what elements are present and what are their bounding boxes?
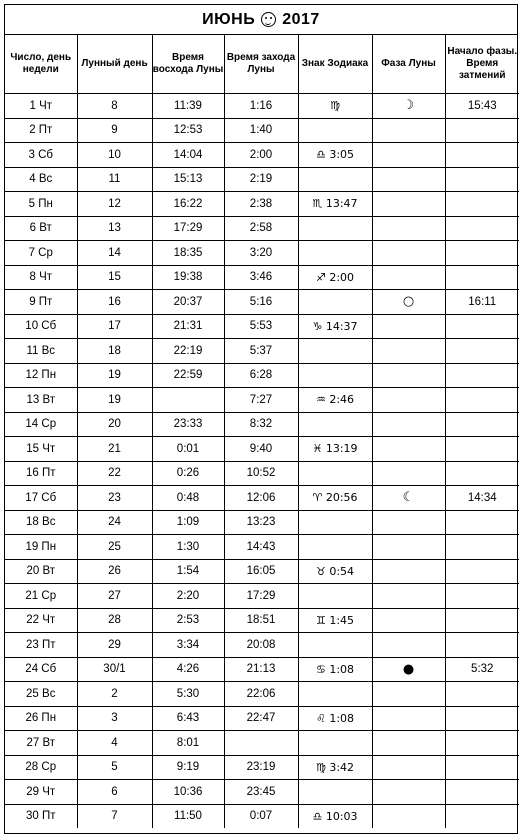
moonset-cell: 16:05 <box>224 559 298 584</box>
moonrise-cell: 1:09 <box>152 510 224 535</box>
date-cell: 13 Вт <box>5 388 77 413</box>
zodiac-cell <box>298 412 372 437</box>
table-row <box>5 780 519 805</box>
moonrise-cell: 14:04 <box>152 143 224 168</box>
zodiac-cell <box>298 241 372 266</box>
moonset-cell: 2:58 <box>224 216 298 241</box>
header-moonset: Время захода Луны <box>224 35 298 94</box>
table-row <box>5 363 519 388</box>
lunar-day-cell: 22 <box>77 461 152 486</box>
zodiac-time: 13:19 <box>325 442 358 456</box>
date-cell: 21 Ср <box>5 584 77 609</box>
moonrise-cell: 2:53 <box>152 608 224 633</box>
zodiac-time: 1:08 <box>329 711 355 725</box>
libra-icon: ♎ <box>312 809 323 823</box>
table-row <box>5 559 519 584</box>
moonset-cell: 23:19 <box>224 755 298 780</box>
moonrise-cell: 1:54 <box>152 559 224 584</box>
lunar-day-cell: 5 <box>77 755 152 780</box>
table-row <box>5 657 519 682</box>
lunar-day-cell: 2 <box>77 682 152 707</box>
lunar-day-cell: 17 <box>77 314 152 339</box>
lunar-table <box>5 35 519 828</box>
zodiac-cell <box>298 755 372 780</box>
lunar-day-cell: 16 <box>77 290 152 315</box>
table-header-row <box>5 35 519 94</box>
moonset-cell: 17:29 <box>224 584 298 609</box>
phase-cell <box>372 265 445 290</box>
zodiac-cell <box>298 584 372 609</box>
date-cell: 15 Чт <box>5 437 77 462</box>
moonrise-cell: 18:35 <box>152 241 224 266</box>
zodiac-cell <box>298 608 372 633</box>
table-row <box>5 314 519 339</box>
zodiac-cell <box>298 682 372 707</box>
moonset-cell: 5:37 <box>224 339 298 364</box>
lunar-day-cell: 13 <box>77 216 152 241</box>
zodiac-time: 10:03 <box>325 809 358 823</box>
header-lunar-day: Лунный день <box>77 35 152 94</box>
phase-time-cell <box>445 731 519 756</box>
phase-cell <box>372 118 445 143</box>
new-moon-icon: ● <box>402 661 415 677</box>
date-cell: 28 Ср <box>5 755 77 780</box>
moonset-cell: 8:32 <box>224 412 298 437</box>
moonrise-cell <box>152 388 224 413</box>
lunar-day-cell: 19 <box>77 388 152 413</box>
phase-time-cell <box>445 535 519 560</box>
moonrise-cell: 12:53 <box>152 118 224 143</box>
phase-cell <box>372 216 445 241</box>
phase-time-cell <box>445 706 519 731</box>
zodiac-time: 20:56 <box>325 491 358 505</box>
lunar-day-cell: 8 <box>77 94 152 119</box>
moonset-cell: 23:45 <box>224 780 298 805</box>
date-cell: 19 Пн <box>5 535 77 560</box>
moonset-cell: 9:40 <box>224 437 298 462</box>
taurus-icon: ♉ <box>315 564 326 578</box>
zodiac-cell <box>298 314 372 339</box>
moonset-cell: 14:43 <box>224 535 298 560</box>
lunar-day-cell: 18 <box>77 339 152 364</box>
page-title <box>5 5 517 35</box>
lunar-day-cell: 11 <box>77 167 152 192</box>
table-row <box>5 192 519 217</box>
phase-time-cell <box>445 682 519 707</box>
table-row <box>5 265 519 290</box>
table-row <box>5 339 519 364</box>
date-cell: 24 Сб <box>5 657 77 682</box>
phase-cell <box>372 192 445 217</box>
zodiac-cell <box>298 657 372 682</box>
moonrise-cell: 8:01 <box>152 731 224 756</box>
date-cell: 8 Чт <box>5 265 77 290</box>
lunar-day-cell: 14 <box>77 241 152 266</box>
date-cell: 5 Пн <box>5 192 77 217</box>
table-row <box>5 437 519 462</box>
date-cell: 9 Пт <box>5 290 77 315</box>
lunar-day-cell: 12 <box>77 192 152 217</box>
moonset-cell: 2:38 <box>224 192 298 217</box>
moonrise-cell: 0:01 <box>152 437 224 462</box>
last-quarter-icon: ☾ <box>402 490 415 506</box>
moonset-cell: 0:07 <box>224 804 298 828</box>
phase-cell <box>372 559 445 584</box>
lunar-day-cell: 6 <box>77 780 152 805</box>
phase-time-cell <box>445 412 519 437</box>
phase-cell <box>372 657 445 682</box>
date-cell: 30 Пт <box>5 804 77 828</box>
table-row <box>5 241 519 266</box>
date-cell: 14 Ср <box>5 412 77 437</box>
phase-cell <box>372 290 445 315</box>
lunar-day-cell: 19 <box>77 363 152 388</box>
moonrise-cell: 2:20 <box>152 584 224 609</box>
table-row <box>5 388 519 413</box>
zodiac-cell <box>298 216 372 241</box>
date-cell: 27 Вт <box>5 731 77 756</box>
header-phase: Фаза Луны <box>372 35 445 94</box>
pisces-icon: ♓ <box>312 442 323 456</box>
table-row <box>5 118 519 143</box>
zodiac-time: 1:45 <box>329 613 355 627</box>
moonrise-cell: 15:13 <box>152 167 224 192</box>
moonrise-cell: 23:33 <box>152 412 224 437</box>
date-cell: 26 Пн <box>5 706 77 731</box>
phase-cell <box>372 94 445 119</box>
phase-time-cell <box>445 584 519 609</box>
table-row <box>5 412 519 437</box>
date-cell: 29 Чт <box>5 780 77 805</box>
lunar-day-cell: 25 <box>77 535 152 560</box>
phase-cell <box>372 339 445 364</box>
phase-time-cell <box>445 363 519 388</box>
phase-cell <box>372 412 445 437</box>
aries-icon: ♈ <box>312 491 323 505</box>
table-row <box>5 755 519 780</box>
phase-cell <box>372 143 445 168</box>
phase-time-cell <box>445 118 519 143</box>
moonrise-cell: 3:34 <box>152 633 224 658</box>
moonset-cell: 21:13 <box>224 657 298 682</box>
zodiac-time: 13:47 <box>325 197 358 211</box>
phase-time-cell <box>445 633 519 658</box>
phase-cell <box>372 584 445 609</box>
date-cell: 7 Ср <box>5 241 77 266</box>
moonset-cell: 20:08 <box>224 633 298 658</box>
virgo-icon: ♍ <box>315 760 326 774</box>
table-row <box>5 584 519 609</box>
moonset-cell: 22:47 <box>224 706 298 731</box>
date-cell: 6 Вт <box>5 216 77 241</box>
zodiac-cell <box>298 633 372 658</box>
zodiac-cell <box>298 290 372 315</box>
phase-cell <box>372 608 445 633</box>
phase-cell <box>372 241 445 266</box>
table-row <box>5 682 519 707</box>
zodiac-time: 1:08 <box>329 662 355 676</box>
phase-time-cell <box>445 216 519 241</box>
moon-face-icon <box>261 12 276 27</box>
moonrise-cell: 19:38 <box>152 265 224 290</box>
table-row <box>5 143 519 168</box>
moonset-cell <box>224 731 298 756</box>
zodiac-time: 14:37 <box>325 319 358 333</box>
zodiac-cell <box>298 559 372 584</box>
phase-cell <box>372 755 445 780</box>
date-cell: 4 Вс <box>5 167 77 192</box>
table-row <box>5 290 519 315</box>
lunar-day-cell: 26 <box>77 559 152 584</box>
zodiac-time: 3:05 <box>329 148 355 162</box>
date-cell: 18 Вс <box>5 510 77 535</box>
phase-time-cell <box>445 167 519 192</box>
moonset-cell: 5:16 <box>224 290 298 315</box>
table-row <box>5 216 519 241</box>
moonset-cell: 12:06 <box>224 486 298 511</box>
phase-cell <box>372 437 445 462</box>
moonrise-cell: 21:31 <box>152 314 224 339</box>
aquarius-icon: ♒ <box>315 393 326 407</box>
moonset-cell: 10:52 <box>224 461 298 486</box>
zodiac-cell <box>298 167 372 192</box>
zodiac-cell <box>298 265 372 290</box>
phase-time-cell <box>445 608 519 633</box>
zodiac-time: 2:46 <box>329 393 355 407</box>
header-phase-time: Начало фазы. Время затмений <box>445 35 519 94</box>
moonrise-cell: 17:29 <box>152 216 224 241</box>
cancer-icon: ♋ <box>315 662 326 676</box>
header-date: Число, день недели <box>5 35 77 94</box>
moonrise-cell: 0:26 <box>152 461 224 486</box>
lunar-day-cell: 21 <box>77 437 152 462</box>
date-cell: 17 Сб <box>5 486 77 511</box>
lunar-day-cell: 20 <box>77 412 152 437</box>
zodiac-cell <box>298 437 372 462</box>
moonrise-cell: 11:50 <box>152 804 224 828</box>
phase-cell <box>372 510 445 535</box>
zodiac-cell <box>298 706 372 731</box>
table-row <box>5 510 519 535</box>
phase-time-cell: 5:32 <box>445 657 519 682</box>
moonrise-cell: 11:39 <box>152 94 224 119</box>
date-cell: 22 Чт <box>5 608 77 633</box>
date-cell: 20 Вт <box>5 559 77 584</box>
moonrise-cell: 6:43 <box>152 706 224 731</box>
zodiac-cell <box>298 388 372 413</box>
phase-time-cell <box>445 388 519 413</box>
moonset-cell: 2:19 <box>224 167 298 192</box>
table-row <box>5 706 519 731</box>
phase-cell <box>372 780 445 805</box>
phase-time-cell <box>445 241 519 266</box>
phase-cell <box>372 486 445 511</box>
date-cell: 10 Сб <box>5 314 77 339</box>
phase-time-cell <box>445 192 519 217</box>
phase-time-cell <box>445 461 519 486</box>
date-cell: 16 Пт <box>5 461 77 486</box>
sagittarius-icon: ♐ <box>315 270 326 284</box>
moonrise-cell: 22:19 <box>152 339 224 364</box>
table-row <box>5 731 519 756</box>
moonrise-cell: 4:26 <box>152 657 224 682</box>
zodiac-time: 3:42 <box>329 760 355 774</box>
phase-time-cell: 14:34 <box>445 486 519 511</box>
zodiac-cell <box>298 535 372 560</box>
moonset-cell: 1:16 <box>224 94 298 119</box>
table-row <box>5 461 519 486</box>
lunar-calendar <box>4 4 518 834</box>
lunar-day-cell: 15 <box>77 265 152 290</box>
virgo-icon: ♍ <box>330 99 340 113</box>
zodiac-cell <box>298 363 372 388</box>
phase-cell <box>372 804 445 828</box>
moonset-cell: 22:06 <box>224 682 298 707</box>
lunar-day-cell: 10 <box>77 143 152 168</box>
lunar-day-cell: 28 <box>77 608 152 633</box>
table-row <box>5 804 519 828</box>
capricorn-icon: ♑ <box>312 319 323 333</box>
phase-time-cell <box>445 755 519 780</box>
moonset-cell: 3:46 <box>224 265 298 290</box>
moonset-cell: 1:40 <box>224 118 298 143</box>
libra-icon: ♎ <box>315 148 326 162</box>
zodiac-cell <box>298 486 372 511</box>
moonset-cell: 5:53 <box>224 314 298 339</box>
title-month: ИЮНЬ <box>202 10 256 28</box>
gemini-icon: ♊ <box>315 613 326 627</box>
moonrise-cell: 10:36 <box>152 780 224 805</box>
phase-cell <box>372 633 445 658</box>
moonset-cell: 2:00 <box>224 143 298 168</box>
date-cell: 1 Чт <box>5 94 77 119</box>
moonset-cell: 7:27 <box>224 388 298 413</box>
header-zodiac: Знак Зодиака <box>298 35 372 94</box>
table-row <box>5 608 519 633</box>
phase-time-cell <box>445 804 519 828</box>
table-row <box>5 535 519 560</box>
phase-cell <box>372 363 445 388</box>
table-row <box>5 486 519 511</box>
lunar-day-cell: 23 <box>77 486 152 511</box>
lunar-day-cell: 30/1 <box>77 657 152 682</box>
phase-cell <box>372 388 445 413</box>
moonrise-cell: 20:37 <box>152 290 224 315</box>
phase-time-cell <box>445 510 519 535</box>
lunar-day-cell: 29 <box>77 633 152 658</box>
moonrise-cell: 22:59 <box>152 363 224 388</box>
phase-time-cell <box>445 339 519 364</box>
date-cell: 12 Пн <box>5 363 77 388</box>
phase-cell <box>372 167 445 192</box>
moonset-cell: 18:51 <box>224 608 298 633</box>
phase-time-cell <box>445 314 519 339</box>
zodiac-cell <box>298 192 372 217</box>
title-year: 2017 <box>282 10 320 28</box>
date-cell: 25 Вс <box>5 682 77 707</box>
zodiac-cell <box>298 94 372 119</box>
leo-icon: ♌ <box>315 711 326 725</box>
scorpio-icon: ♏ <box>312 197 323 211</box>
lunar-day-cell: 27 <box>77 584 152 609</box>
phase-time-cell <box>445 559 519 584</box>
moonrise-cell: 5:30 <box>152 682 224 707</box>
date-cell: 23 Пт <box>5 633 77 658</box>
table-body <box>5 94 519 829</box>
table-row <box>5 633 519 658</box>
date-cell: 3 Сб <box>5 143 77 168</box>
phase-time-cell: 16:11 <box>445 290 519 315</box>
zodiac-cell <box>298 461 372 486</box>
full-moon-icon: ○ <box>402 294 415 310</box>
lunar-day-cell: 3 <box>77 706 152 731</box>
zodiac-time: 0:54 <box>329 564 355 578</box>
lunar-day-cell: 7 <box>77 804 152 828</box>
first-quarter-icon: ☽ <box>402 98 415 114</box>
moonset-cell: 3:20 <box>224 241 298 266</box>
phase-cell <box>372 314 445 339</box>
moonrise-cell: 0:48 <box>152 486 224 511</box>
header-moonrise: Время восхода Луны <box>152 35 224 94</box>
lunar-day-cell: 9 <box>77 118 152 143</box>
zodiac-cell <box>298 780 372 805</box>
phase-cell <box>372 706 445 731</box>
zodiac-time: 2:00 <box>329 270 355 284</box>
zodiac-cell <box>298 731 372 756</box>
moonrise-cell: 1:30 <box>152 535 224 560</box>
table-row <box>5 94 519 119</box>
phase-cell <box>372 461 445 486</box>
table-row <box>5 167 519 192</box>
phase-cell <box>372 535 445 560</box>
moonrise-cell: 16:22 <box>152 192 224 217</box>
lunar-day-cell: 24 <box>77 510 152 535</box>
zodiac-cell <box>298 118 372 143</box>
phase-cell <box>372 731 445 756</box>
phase-time-cell <box>445 437 519 462</box>
lunar-day-cell: 4 <box>77 731 152 756</box>
phase-time-cell: 15:43 <box>445 94 519 119</box>
moonset-cell: 6:28 <box>224 363 298 388</box>
phase-cell <box>372 682 445 707</box>
moonrise-cell: 9:19 <box>152 755 224 780</box>
moonset-cell: 13:23 <box>224 510 298 535</box>
zodiac-cell <box>298 339 372 364</box>
zodiac-cell <box>298 510 372 535</box>
date-cell: 2 Пт <box>5 118 77 143</box>
phase-time-cell <box>445 780 519 805</box>
phase-time-cell <box>445 143 519 168</box>
zodiac-cell <box>298 804 372 828</box>
zodiac-cell <box>298 143 372 168</box>
date-cell: 11 Вс <box>5 339 77 364</box>
phase-time-cell <box>445 265 519 290</box>
